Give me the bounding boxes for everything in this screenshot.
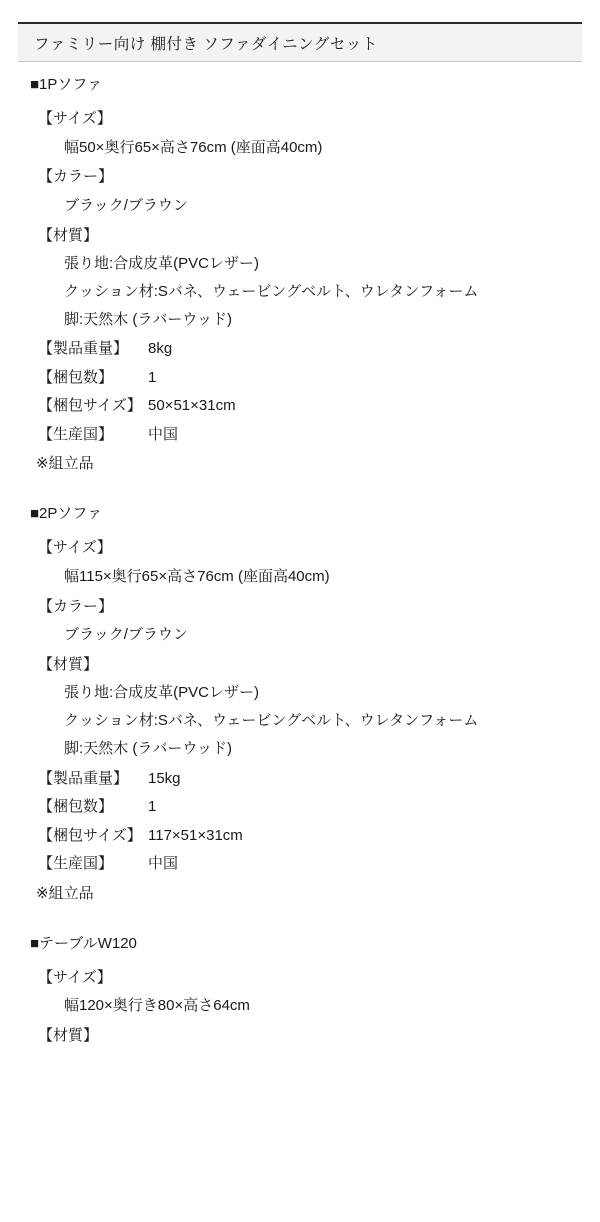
spec-group-line: 幅50×奥行65×高さ76cm (座面高40cm) <box>64 138 323 156</box>
spec-group-label: 【材質】 <box>38 226 99 244</box>
spec-group <box>30 651 582 763</box>
spec-pair <box>30 421 582 450</box>
spec-group <box>30 534 582 590</box>
spec-note: ※組立品 <box>36 884 94 902</box>
spec-group-label: 【材質】 <box>38 1026 99 1044</box>
spec-pair-value: 8kg <box>148 340 173 358</box>
section-heading: ■テーブルW120 <box>30 934 137 952</box>
spec-pair-label: 【梱包数】 <box>38 798 114 815</box>
spec-pair-value: 117×51×31cm <box>148 826 243 844</box>
spec-group-line: 脚:天然木 (ラバーウッド) <box>64 310 233 328</box>
spec-pair-label: 【生産国】 <box>38 855 114 872</box>
spec-group-line: 張り地:合成皮革(PVCレザー) <box>64 255 260 272</box>
spec-group <box>30 163 582 219</box>
spec-pair-label: 【製品重量】 <box>38 340 129 358</box>
product-title-bar <box>18 22 582 62</box>
spec-group-line: ブラック/ブラウン <box>64 196 188 214</box>
spec-pair-value: 15kg <box>148 769 181 787</box>
spec-pair <box>30 793 582 822</box>
spec-pair-label: 【製品重量】 <box>38 769 129 787</box>
spec-pair <box>30 335 582 364</box>
spec-group-label: 【サイズ】 <box>38 968 112 986</box>
spec-pair-label: 【梱包数】 <box>38 368 114 386</box>
spec-group <box>30 105 582 161</box>
spec-group-label: 【カラー】 <box>38 597 114 615</box>
spec-group <box>30 964 582 1020</box>
spec-group-line: 幅115×奥行65×高さ76cm (座面高40cm) <box>64 567 330 585</box>
spec-group-label: 【材質】 <box>38 655 99 673</box>
spec-section <box>30 505 582 908</box>
spec-group <box>30 222 582 334</box>
section-heading: ■1Pソファ <box>30 76 103 93</box>
spec-pair-label: 【梱包サイズ】 <box>38 826 142 844</box>
spec-pair-value: 1 <box>148 798 157 815</box>
spec-group <box>30 593 582 649</box>
spec-section <box>30 76 582 479</box>
spec-pair-value: 1 <box>148 368 157 386</box>
spec-pair <box>30 765 582 794</box>
spec-body <box>0 62 600 1050</box>
spec-group-line: クッション材:Sバネ、ウェービングベルト、ウレタンフォーム <box>64 282 479 300</box>
spec-group <box>30 1022 582 1051</box>
spec-group-line: クッション材:Sバネ、ウェービングベルト、ウレタンフォーム <box>64 712 479 729</box>
spec-group-label: 【サイズ】 <box>38 110 112 127</box>
spec-pair-label: 【梱包サイズ】 <box>38 397 142 415</box>
spec-note: ※組立品 <box>36 455 94 473</box>
spec-group-line: ブラック/ブラウン <box>64 626 188 643</box>
spec-pair <box>30 392 582 421</box>
spec-pair <box>30 364 582 393</box>
spec-sheet <box>0 22 600 1050</box>
spec-group-line: 張り地:合成皮革(PVCレザー) <box>64 684 260 702</box>
spec-pair-value: 中国 <box>148 425 179 443</box>
page-title: ファミリー向け 棚付き ソファダイニングセット <box>34 35 378 53</box>
spec-pair <box>30 850 582 879</box>
spec-pair-value: 中国 <box>148 855 179 872</box>
spec-section <box>30 935 582 1051</box>
spec-group-label: 【カラー】 <box>38 168 114 186</box>
spec-pair-value: 50×51×31cm <box>148 397 236 415</box>
spec-group-line: 脚:天然木 (ラバーウッド) <box>64 739 233 757</box>
spec-pair-label: 【生産国】 <box>38 425 114 443</box>
spec-group-line: 幅120×奥行き80×高さ64cm <box>64 997 250 1014</box>
section-heading: ■2Pソファ <box>30 505 103 523</box>
spec-group-label: 【サイズ】 <box>38 539 112 557</box>
spec-pair <box>30 822 582 851</box>
